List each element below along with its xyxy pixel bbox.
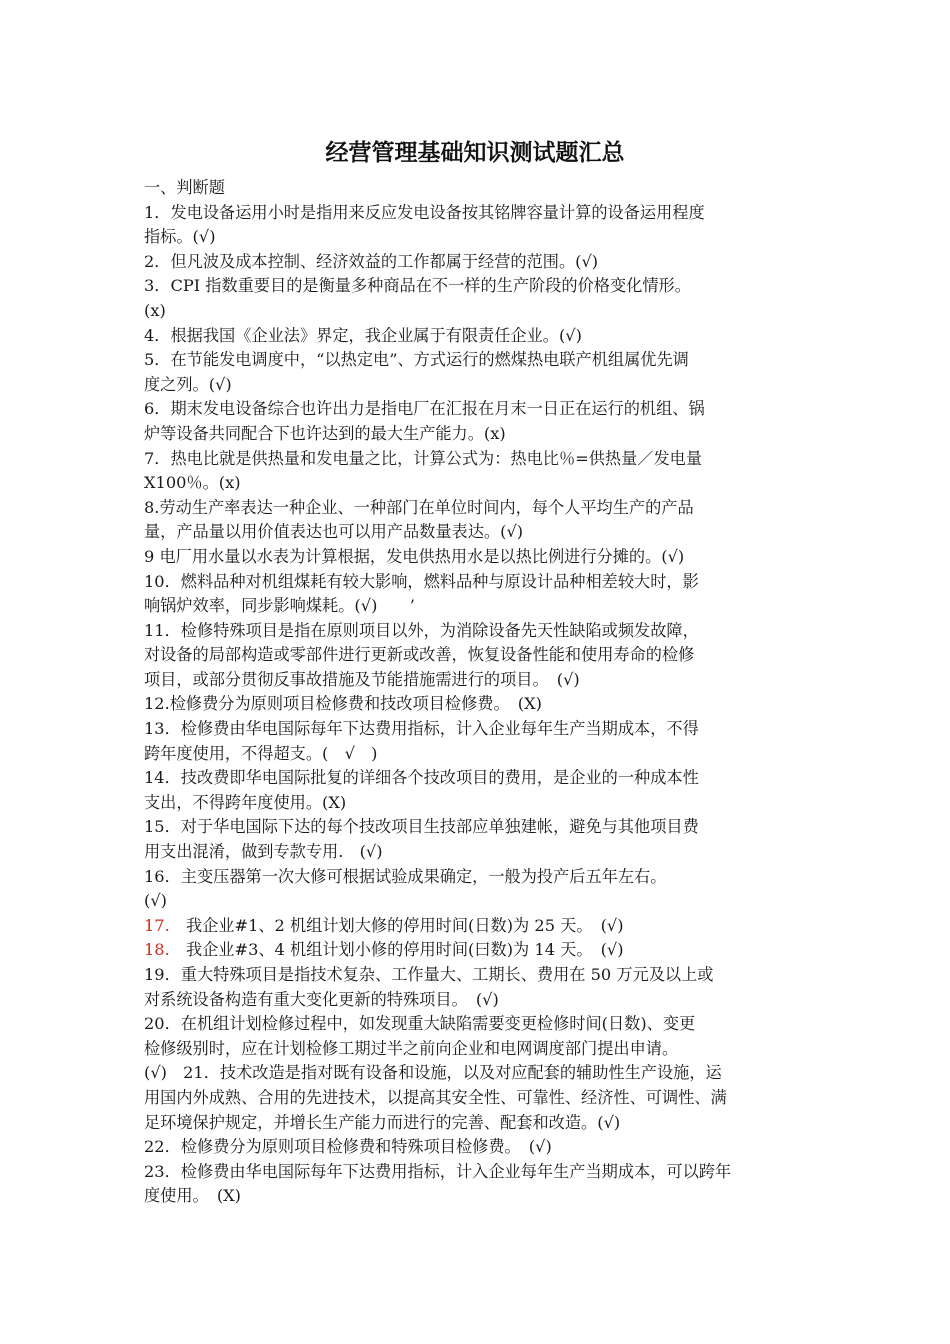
- text-line: [144, 447, 812, 472]
- text-line: [144, 840, 812, 865]
- line-text: 1．发电设备运用小时是指用来反应发电设备按其铭牌容量计算的设备运用程度: [144, 202, 705, 222]
- line-text: 跨年度使用，不得超支。( √ ): [144, 743, 378, 763]
- section-heading: 一、判断题: [144, 178, 225, 197]
- line-text: 检修级别时，应在计划检修工期过半之前向企业和电网调度部门提出申请。: [144, 1038, 679, 1058]
- line-text: 支出，不得跨年度使用。(X): [144, 792, 347, 812]
- text-line: [144, 1184, 812, 1209]
- text-line: [144, 988, 812, 1013]
- text-line: [144, 594, 812, 619]
- line-text: 22．检修费分为原则项目检修费和特殊项目检修费。 (√): [144, 1137, 552, 1157]
- line-text: 量，产品量以用价值表达也可以用产品数量表达。(√): [144, 522, 524, 542]
- text-line: [144, 520, 812, 545]
- text-line: [144, 496, 812, 521]
- text-line: [144, 815, 812, 840]
- text-line: [144, 471, 812, 496]
- line-text: 10．燃料品种对机组煤耗有较大影响，燃料品种与原设计品种相差较大时，影: [144, 571, 699, 591]
- text-line: [144, 619, 812, 644]
- line-text: 23．检修费由华电国际每年下达费用指标，计入企业每年生产当期成本，可以跨年: [144, 1161, 732, 1181]
- text-line: [144, 422, 812, 447]
- line-text: (√): [144, 891, 167, 911]
- text-line: [144, 1160, 812, 1185]
- line-text: 度之列。(√): [144, 374, 232, 394]
- line-text: 度使用。 (X): [144, 1186, 241, 1206]
- text-line: [144, 1111, 812, 1136]
- line-text: (x): [144, 300, 166, 320]
- text-line: [144, 201, 812, 226]
- line-text: 6．期末发电设备综合也许出力是指电厂在汇报在月末一日正在运行的机组、锅: [144, 399, 705, 419]
- text-line: [144, 692, 812, 717]
- line-text: 14．技改费即华电国际批复的详细各个技改项目的费用，是企业的一种成本性: [144, 768, 699, 788]
- text-line: [144, 643, 812, 668]
- text-line: [144, 570, 812, 595]
- line-text: 项目，或部分贯彻反事故措施及节能措施需进行的项目。 (√): [144, 669, 580, 689]
- line-text: 对系统设备构造有重大变化更新的特殊项目。 (√): [144, 989, 499, 1009]
- text-line: [144, 668, 812, 693]
- text-line: [144, 299, 812, 324]
- line-text: 足环境保护规定，并增长生产能力而进行的完善、配套和改造。(√): [144, 1112, 621, 1132]
- question-list: [144, 201, 812, 1209]
- text-line: [144, 914, 812, 939]
- text-line: [144, 889, 812, 914]
- text-line: [144, 274, 812, 299]
- line-text: 3．CPI 指数重要目的是衡量多种商品在不一样的生产阶段的价格变化情形。: [144, 276, 691, 296]
- line-text: 对设备的局部构造或零部件进行更新或改善，恢复设备性能和使用寿命的检修: [144, 645, 695, 665]
- text-line: [144, 1061, 812, 1086]
- line-text: 炉等设备共同配合下也许达到的最大生产能力。(x): [144, 423, 506, 443]
- line-text: 19．重大特殊项目是指技术复杂、工作量大、工期长、费用在 50 万元及以上或: [144, 965, 714, 984]
- line-text: 5．在节能发电调度中，“以热定电”、方式运行的燃煤热电联产机组属优先调: [144, 350, 689, 370]
- text-line: [144, 1086, 812, 1111]
- question-number: 17.: [144, 915, 170, 935]
- text-line: [144, 766, 812, 791]
- line-text: 7．热电比就是供热量和发电量之比，计算公式为：热电比％=供热量／发电量: [144, 448, 703, 468]
- text-line: [144, 348, 812, 373]
- line-text: 响锅炉效率，同步影响煤耗。(√) ’: [144, 596, 415, 616]
- line-text: 11．检修特殊项目是指在原则项目以外，为消除设备先天性缺陷或频发故障，: [144, 620, 699, 640]
- line-text: 20．在机组计划检修过程中，如发现重大缺陷需要变更检修时间(日数)、变更: [144, 1014, 696, 1034]
- line-text: 2．但凡波及成本控制、经济效益的工作都属于经营的范围。(√): [144, 251, 599, 271]
- text-line: [144, 324, 812, 349]
- line-text: 指标。(√): [144, 227, 216, 247]
- line-text: 用支出混淆，做到专款专用. (√): [144, 842, 383, 862]
- document-title: 经营管理基础知识测试题汇总: [325, 140, 625, 166]
- document-body: [144, 176, 812, 1209]
- line-text: 用国内外成熟、合用的先进技术，以提高其安全性、可靠性、经济性、可调性、满: [144, 1087, 727, 1107]
- line-text: 13．检修费由华电国际每年下达费用指标，计入企业每年生产当期成本，不得: [144, 719, 699, 739]
- line-text: 8.劳动生产率表达一种企业、一种部门在单位时间内，每个人平均生产的产品: [144, 497, 694, 517]
- question-number: 18.: [144, 940, 170, 960]
- line-text: 我企业#3、4 机组计划小修的停用时间(曰数)为 14 天。 (√): [169, 940, 624, 960]
- text-line: [144, 742, 812, 767]
- line-text: 9 电厂用水量以水表为计算根据，发电供热用水是以热比例进行分摊的。(√): [144, 546, 685, 566]
- text-line: [144, 545, 812, 570]
- text-line: [144, 397, 812, 422]
- line-text: 我企业#1、2 机组计划大修的停用时间(日数)为 25 天。 (√): [169, 915, 624, 935]
- text-line: [144, 250, 812, 275]
- text-line: [144, 938, 812, 963]
- text-line: [144, 1037, 812, 1062]
- text-line: [144, 791, 812, 816]
- line-text: 4．根据我国《企业法》界定，我企业属于有限责任企业。(√): [144, 325, 582, 345]
- text-line: [144, 373, 812, 398]
- text-line: [144, 717, 812, 742]
- text-line: [144, 1135, 812, 1160]
- line-text: 15．对于华电国际下达的每个技改项目生技部应单独建帐，避免与其他项目费: [144, 817, 699, 837]
- text-line: [144, 1012, 812, 1037]
- text-line: [144, 225, 812, 250]
- line-text: (√) 21．技术改造是指对既有设备和设施，以及对应配套的辅助性生产设施，运: [144, 1063, 722, 1083]
- text-line: [144, 963, 812, 988]
- line-text: X100％。(x): [144, 473, 241, 493]
- line-text: 16．主变压器第一次大修可根据试验成果确定，一般为投产后五年左右。: [144, 866, 667, 886]
- line-text: 12.检修费分为原则项目检修费和技改项目检修费。 (X): [144, 694, 542, 714]
- text-line: [144, 865, 812, 890]
